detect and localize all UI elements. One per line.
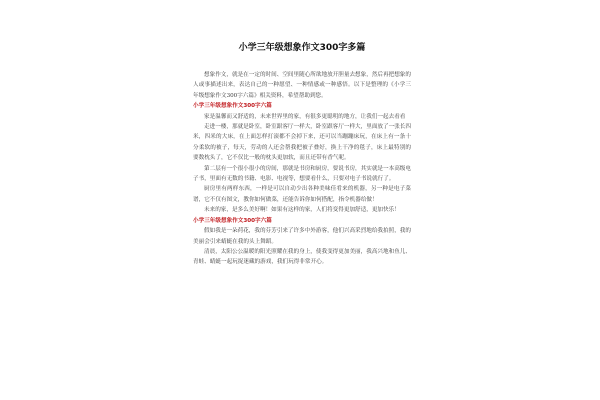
section-1-paragraph-1: 家是温馨而又舒适的，未来世界里的家，有很多更聪明的地方，让我们一起去看看 — [204, 113, 406, 120]
section-heading-2: 小学三年级想象作文300字六篇 — [193, 217, 272, 224]
section-1-paragraph-3: 第二层有一个很小很小的房间，那就是书房和厨房，要说书房，其实就是一本高级电子书，里面有无数的书籍、电影、电视等，想要看什么，只要对电子书说就行了。 — [193, 165, 411, 183]
section-1-paragraph-4: 厨房里有两样东西，一样是可以自动少出各种美味佳肴来的机器，另一种是电子菜谱，它不仅有图文，教你如何做菜，还能告诉你如何搭配，指令机器给做！ — [193, 186, 411, 203]
intro-paragraph: 想象作文，就是在一定的时间、空间里随心所欲地放开胆量去想象，然后再把想象的人或事描述出来，表达自己的一种愿望、一种情感或一种感悟。以下是整理的《小学三年级想象作文300字六篇》相关资料，希望帮助到您。 — [193, 72, 411, 99]
section-2-paragraph-1: 假如我是一朵荷花，我的芬芳引来了许多中外游客，他们兴高采烈地给我拍照，我的美丽会引来蜻蜓在我的头上舞蹈。 — [193, 228, 411, 245]
section-2-paragraph-2: 清晨，太阳公公温暖的阳光照耀在我的身上，使我变得更加美丽，我高兴地和鱼儿、青蛙、蜻蜓一起玩捉迷藏的游戏，我们玩得非常开心。 — [193, 248, 411, 266]
document-title: 小学三年级想象作文300字多篇 — [238, 43, 366, 53]
section-1-paragraph-5: 未来的家，是多么美好啊！如果有这样的家，人们将变得更加舒适，更加快乐！ — [204, 207, 400, 214]
section-1-paragraph-2: 走进一楼，那就是卧室，卧室跟客厅一样大，卧室跟客厅一样大，里面放了一张长四米，四米的大床，在上面怎样打滚都不会掉下来，还可以当蹦蹦床玩，在床上有一条十分柔软的被子，每天，劳动的人还会帮我把被子叠好，换上干净的毯子，床上最特别的要数枕头了，它不仅比一般的枕头更加软，而且还带有香气呢。 — [193, 124, 411, 162]
document-page — [193, 28, 411, 388]
section-heading-1: 小学三年级想象作文300字六篇 — [193, 103, 272, 110]
